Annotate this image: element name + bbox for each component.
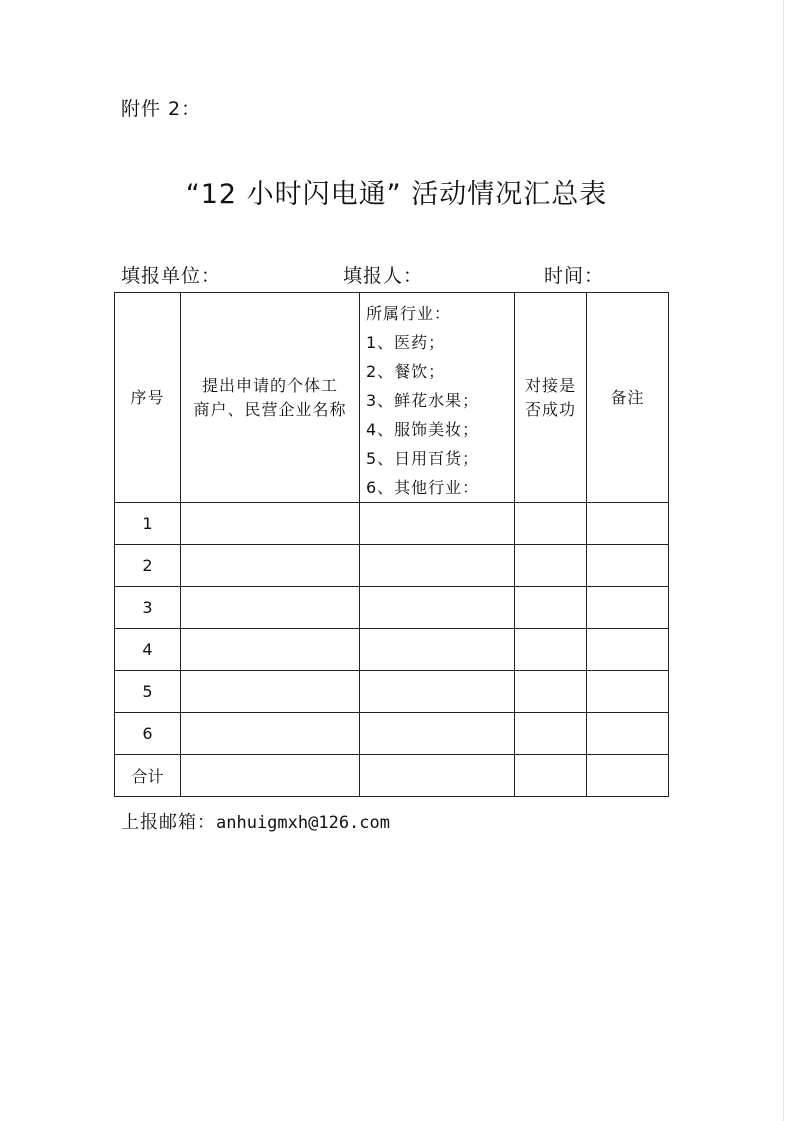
industry-option: 5、日用百货； (366, 449, 480, 468)
fill-person-label: 填报人： (343, 265, 424, 287)
cell-remark[interactable] (587, 545, 669, 587)
row-seq: 2 (115, 545, 181, 587)
email-label: 上报邮箱： (121, 812, 216, 833)
header-applicant-line2: 商户、民营企业名称 (193, 399, 347, 419)
row-seq: 6 (115, 713, 181, 755)
cell-industry[interactable] (360, 713, 515, 755)
table-row (115, 545, 669, 587)
cell-applicant[interactable] (181, 713, 360, 755)
fill-time-label: 时间： (544, 265, 605, 287)
header-seq (115, 293, 181, 503)
table-row (115, 629, 669, 671)
header-success-line2: 否成功 (524, 399, 576, 419)
cell-total-remark[interactable] (587, 755, 669, 797)
table-row (115, 713, 669, 755)
row-seq: 4 (115, 629, 181, 671)
total-row (115, 755, 669, 797)
cell-applicant[interactable] (181, 503, 360, 545)
annex-label: 附件 2： (121, 98, 202, 120)
row-seq: 5 (115, 671, 181, 713)
cell-applicant[interactable] (181, 671, 360, 713)
header-success (515, 293, 587, 503)
scan-edge (783, 0, 784, 1121)
cell-success[interactable] (515, 713, 587, 755)
cell-total-applicant[interactable] (181, 755, 360, 797)
cell-industry[interactable] (360, 545, 515, 587)
fill-unit-label: 填报单位： (121, 265, 222, 287)
header-row (115, 293, 669, 503)
summary-table (114, 292, 669, 797)
cell-remark[interactable] (587, 629, 669, 671)
page-title: “12 小时闪电通” 活动情况汇总表 (185, 179, 608, 210)
industry-option: 6、其他行业： (366, 478, 480, 497)
cell-success[interactable] (515, 671, 587, 713)
industry-title: 所属行业： (366, 304, 452, 323)
row-seq: 1 (115, 503, 181, 545)
cell-remark[interactable] (587, 671, 669, 713)
cell-applicant[interactable] (181, 629, 360, 671)
header-applicant (181, 293, 360, 503)
cell-industry[interactable] (360, 503, 515, 545)
cell-success[interactable] (515, 629, 587, 671)
cell-industry[interactable] (360, 587, 515, 629)
header-industry (360, 293, 515, 503)
cell-success[interactable] (515, 587, 587, 629)
cell-total-industry[interactable] (360, 755, 515, 797)
industry-option: 2、餐饮； (366, 362, 446, 381)
cell-industry[interactable] (360, 629, 515, 671)
cell-industry[interactable] (360, 671, 515, 713)
cell-remark[interactable] (587, 587, 669, 629)
cell-applicant[interactable] (181, 545, 360, 587)
header-seq-text: 序号 (130, 387, 165, 407)
industry-option: 4、服饰美妆； (366, 420, 480, 439)
header-applicant-line1: 提出申请的个体工 (201, 375, 338, 395)
header-remark-text: 备注 (610, 387, 645, 407)
cell-remark[interactable] (587, 713, 669, 755)
total-label: 合计 (115, 755, 181, 797)
row-seq: 3 (115, 587, 181, 629)
industry-option: 3、鲜花水果； (366, 391, 480, 410)
table-row (115, 503, 669, 545)
table-row (115, 671, 669, 713)
header-remark (587, 293, 669, 503)
header-success-line1: 对接是 (524, 375, 576, 395)
industry-list (360, 293, 514, 502)
cell-success[interactable] (515, 503, 587, 545)
cell-success[interactable] (515, 545, 587, 587)
industry-option: 1、医药； (366, 333, 446, 352)
email-line (121, 808, 390, 834)
cell-total-success[interactable] (515, 755, 587, 797)
table-row (115, 587, 669, 629)
cell-applicant[interactable] (181, 587, 360, 629)
cell-remark[interactable] (587, 503, 669, 545)
email-address[interactable]: anhuigmxh@126.com (216, 813, 390, 833)
